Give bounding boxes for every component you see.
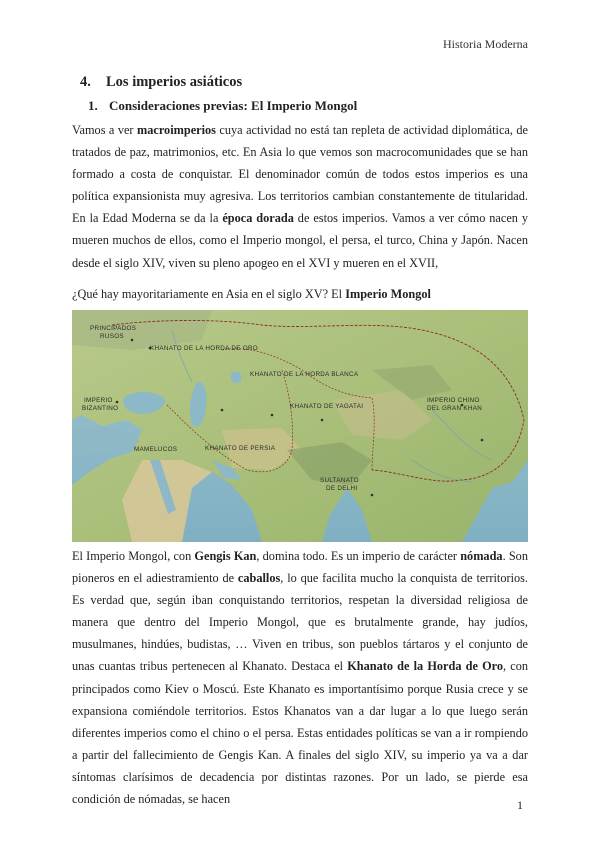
map-label: DE DELHI xyxy=(326,485,358,492)
text-run: , lo que facilita mucho la conquista de territorios. Es verdad que, según iban conquistando territorios, respetan la diversidad religiosa de manera que dentro del Imperio Mongol, que es brutalmente grande, hay judíos, musulmanes, hindúes, budistas, … Viven en tribus, son pueblos tártaros y el conjunto de unas cuantas tribus pertenecen al Khanato. Destaca el xyxy=(72,571,529,674)
map-label: PRINCIPADOS xyxy=(90,325,137,332)
question-bold: Imperio Mongol xyxy=(345,287,431,301)
body-paragraph xyxy=(72,545,528,810)
section-heading xyxy=(80,74,242,91)
subsection-number: 1. xyxy=(88,98,98,113)
mongol-empire-map xyxy=(72,310,528,542)
map-label: DEL GRAN KHAN xyxy=(427,405,483,412)
city-marker xyxy=(221,409,224,412)
subsection-heading xyxy=(88,98,357,114)
bold-term: época dorada xyxy=(222,211,294,226)
map-label: IMPERIO xyxy=(84,397,113,404)
text-run: El Imperio Mongol, con xyxy=(72,549,195,563)
bold-term: nómada xyxy=(460,549,503,563)
text-run: , con principados como Kiev o Moscú. Este Khanato es importantísimo porque Rusia crece y se expansiona comiéndole territorios. Estos Khanatos van a dar lugar a lo que luego serán diferentes imperios como el chino o el persa. Estas entidades políticas se van a ir rompiendo a partir del fallecimiento de Gengis Kan. A finales del siglo XIV, su imperio ya va a dar síntomas clarísimos de decadencia por distintas razones. Por un lado, se pierde esa condición de nómadas, se hacen xyxy=(72,659,528,807)
city-marker xyxy=(371,494,374,497)
map-label: KHANATO DE LA HORDA BLANCA xyxy=(250,371,359,378)
running-header: Historia Moderna xyxy=(443,37,528,51)
text-run: . Son pioneros en el adiestramiento de xyxy=(72,549,528,586)
text-run: cuya actividad no está tan repleta de actividad diplomática, de tratados de paz, matrimonios, etc. En Asia lo que vemos son macrocomunidades que se han formado a costa de conquistar. El denominador común de todos estos imperios es una política expansionista muy agresiva. Los territorios cambian constantemente de titularidad. En la Edad Moderna se da la xyxy=(72,123,528,226)
bold-term: caballos xyxy=(237,571,281,586)
map-label: MAMELUCOS xyxy=(134,446,178,453)
city-marker xyxy=(321,419,324,422)
city-marker xyxy=(271,414,274,417)
bold-term: Khanato de la Horda de Oro xyxy=(347,659,504,674)
map-label: KHANATO DE LA HORDA DE ORO xyxy=(150,345,258,352)
map-label: IMPERIO CHINO xyxy=(427,397,480,404)
bold-term: Gengis Kan xyxy=(194,549,257,563)
question-text: ¿Qué hay mayoritariamente en Asia en el siglo XV? El xyxy=(72,287,346,301)
city-marker xyxy=(481,439,484,442)
map-label: BIZANTINO xyxy=(82,405,119,412)
subsection-title: Consideraciones previas: El Imperio Mongol xyxy=(109,98,358,113)
question-line xyxy=(72,287,431,302)
map-label: KHANATO DE YAGATAI xyxy=(290,403,364,410)
page-number: 1 xyxy=(517,798,523,812)
city-marker xyxy=(131,339,134,342)
section-title: Los imperios asiáticos xyxy=(106,74,243,90)
text-run: , domina todo. Es un imperio de carácter xyxy=(256,549,461,563)
intro-paragraph xyxy=(72,119,528,274)
map-label: RUSOS xyxy=(100,333,124,340)
text-run: de estos imperios. Vamos a ver cómo nacen y mueren muchos de ellos, como el Imperio mongol, el persa, el turco, China y Japón. Nacen desde el siglo XIV, viven su pleno apogeo en el XVI y mueren en el XVII, xyxy=(72,211,528,270)
city-marker xyxy=(116,401,119,404)
bold-term: macroimperios xyxy=(136,123,216,137)
text-run: Vamos a ver xyxy=(72,123,137,137)
section-number: 4. xyxy=(80,74,91,90)
map-label: SULTANATO xyxy=(320,477,359,484)
map-label: KHANATO DE PERSIA xyxy=(205,445,276,452)
